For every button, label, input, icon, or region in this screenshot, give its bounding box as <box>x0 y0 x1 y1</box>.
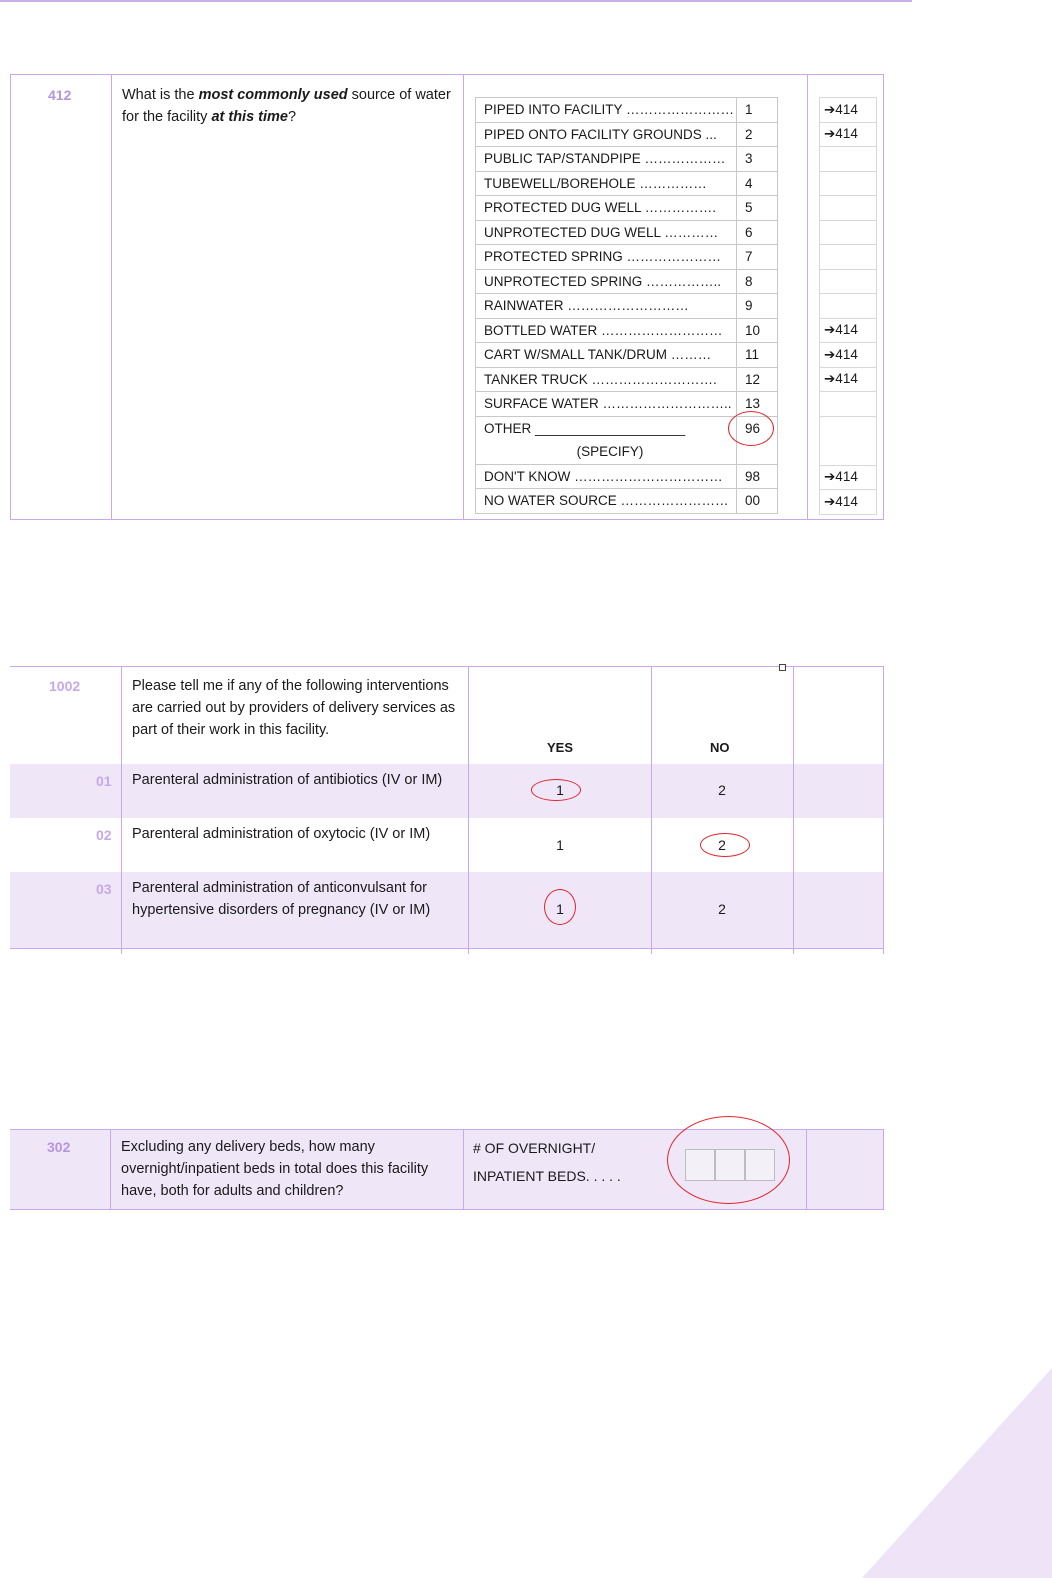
option-label: RAINWATER ……………………… <box>476 294 737 319</box>
option-label: PROTECTED SPRING ………………… <box>476 245 737 270</box>
option-row <box>476 147 778 172</box>
answer-circle-mark <box>531 779 581 801</box>
option-code[interactable]: 12 <box>737 367 778 392</box>
skip-instruction <box>820 269 877 294</box>
option-label: NO WATER SOURCE …………………… <box>476 489 737 514</box>
option-label: DON'T KNOW …………………………… <box>476 464 737 489</box>
skip-instruction: ➔414 <box>820 122 877 147</box>
option-row <box>476 245 778 270</box>
question-1002 <box>10 666 884 954</box>
question-412 <box>10 74 884 520</box>
response-codes-table <box>475 97 778 514</box>
question-302 <box>10 1129 884 1210</box>
divider <box>463 75 464 519</box>
option-label: PIPED INTO FACILITY …………………… <box>476 98 737 123</box>
answer-circle-mark <box>700 833 750 857</box>
answer-circle-mark <box>728 411 774 446</box>
option-code[interactable]: 13 <box>737 392 778 417</box>
item-number: 03 <box>96 881 112 897</box>
option-row <box>476 269 778 294</box>
option-row <box>476 294 778 319</box>
question-number: 412 <box>48 87 72 103</box>
option-code[interactable]: 98 <box>737 464 778 489</box>
resize-handle[interactable] <box>779 664 786 671</box>
option-row <box>476 343 778 368</box>
item-number: 02 <box>96 827 112 843</box>
skip-instruction <box>820 147 877 172</box>
skip-instruction <box>820 416 877 465</box>
question-number: 302 <box>47 1139 71 1155</box>
skip-instruction: ➔414 <box>820 343 877 368</box>
answer-circle-mark <box>667 1116 790 1204</box>
option-code[interactable]: 00 <box>737 489 778 514</box>
no-code[interactable]: 2 <box>718 837 726 853</box>
skip-instruction <box>820 245 877 270</box>
yes-column-header: YES <box>547 740 574 755</box>
no-code[interactable]: 2 <box>718 901 726 917</box>
answer-circle-mark <box>544 889 576 925</box>
option-row <box>476 464 778 489</box>
option-row <box>476 171 778 196</box>
no-column-header: NO <box>710 740 730 755</box>
option-label: TUBEWELL/BOREHOLE …………… <box>476 171 737 196</box>
option-label: PIPED ONTO FACILITY GROUNDS ... <box>476 122 737 147</box>
option-row <box>476 392 778 417</box>
skip-instruction <box>820 392 877 417</box>
divider <box>883 667 884 954</box>
option-label: UNPROTECTED DUG WELL ………… <box>476 220 737 245</box>
table-row <box>10 764 884 819</box>
option-row-specify <box>476 440 778 464</box>
yes-code[interactable]: 1 <box>556 782 564 798</box>
skip-instruction <box>820 171 877 196</box>
option-row <box>476 196 778 221</box>
option-code[interactable]: 2 <box>737 122 778 147</box>
option-label: TANKER TRUCK ………………………. <box>476 367 737 392</box>
divider <box>807 75 808 519</box>
option-row <box>476 122 778 147</box>
specify-label: (SPECIFY) <box>476 440 737 464</box>
option-code[interactable]: 4 <box>737 171 778 196</box>
skip-instruction <box>820 196 877 221</box>
corner-decoration <box>862 1368 1052 1578</box>
option-code[interactable]: 6 <box>737 220 778 245</box>
option-label: UNPROTECTED SPRING …………….. <box>476 269 737 294</box>
option-row <box>476 98 778 123</box>
skip-instruction: ➔414 <box>820 318 877 343</box>
divider <box>121 667 122 954</box>
divider <box>806 1130 807 1209</box>
option-label: PROTECTED DUG WELL ……………. <box>476 196 737 221</box>
divider <box>111 75 112 519</box>
yes-code[interactable]: 1 <box>556 901 564 917</box>
top-rule <box>0 0 912 2</box>
option-code[interactable]: 7 <box>737 245 778 270</box>
skip-instruction: ➔414 <box>820 367 877 392</box>
no-code[interactable]: 2 <box>718 782 726 798</box>
option-row <box>476 220 778 245</box>
option-code[interactable]: 10 <box>737 318 778 343</box>
option-code[interactable]: 9 <box>737 294 778 319</box>
question-text: Excluding any delivery beds, how many overnight/inpatient beds in total does this facility have, both for adults and children? <box>121 1139 429 1199</box>
question-text: Please tell me if any of the following interventions are carried out by providers of delivery services as part of their work in this facility. <box>132 678 456 738</box>
option-code[interactable]: 8 <box>737 269 778 294</box>
table-row <box>10 818 884 873</box>
item-text: Parenteral administration of antibiotics (IV or IM) <box>132 772 443 788</box>
divider <box>468 667 469 954</box>
other-code[interactable]: 96 <box>737 416 778 464</box>
option-code[interactable]: 11 <box>737 343 778 368</box>
header-row <box>10 667 884 765</box>
option-label: PUBLIC TAP/STANDPIPE ……………… <box>476 147 737 172</box>
divider <box>110 1130 111 1209</box>
divider <box>651 667 652 954</box>
skip-instruction <box>820 220 877 245</box>
divider <box>463 1130 464 1209</box>
skip-column <box>819 97 877 515</box>
skip-instruction: ➔414 <box>820 98 877 123</box>
item-text: Parenteral administration of anticonvulsant for hypertensive disorders of pregnancy (IV or IM) <box>132 880 431 918</box>
skip-instruction: ➔414 <box>820 490 877 515</box>
option-label: BOTTLED WATER ……………………… <box>476 318 737 343</box>
option-label: SURFACE WATER ……………………….. <box>476 392 737 417</box>
option-code[interactable]: 3 <box>737 147 778 172</box>
option-label: CART W/SMALL TANK/DRUM ……… <box>476 343 737 368</box>
question-number: 1002 <box>49 678 81 694</box>
divider <box>793 667 794 954</box>
item-text: Parenteral administration of oxytocic (IV or IM) <box>132 826 431 842</box>
item-number: 01 <box>96 773 112 789</box>
option-row <box>476 489 778 514</box>
answer-label: # OF OVERNIGHT/ INPATIENT BEDS. . . . . <box>473 1140 621 1184</box>
other-label[interactable]: OTHER ____________________ <box>476 416 737 440</box>
option-row <box>476 318 778 343</box>
yes-code[interactable]: 1 <box>556 837 564 853</box>
option-code[interactable]: 1 <box>737 98 778 123</box>
option-row <box>476 367 778 392</box>
table-row <box>10 872 884 949</box>
option-code[interactable]: 5 <box>737 196 778 221</box>
question-text: What is the most commonly used source of water for the facility at this time? <box>122 87 451 125</box>
skip-instruction: ➔414 <box>820 465 877 490</box>
skip-instruction <box>820 294 877 319</box>
